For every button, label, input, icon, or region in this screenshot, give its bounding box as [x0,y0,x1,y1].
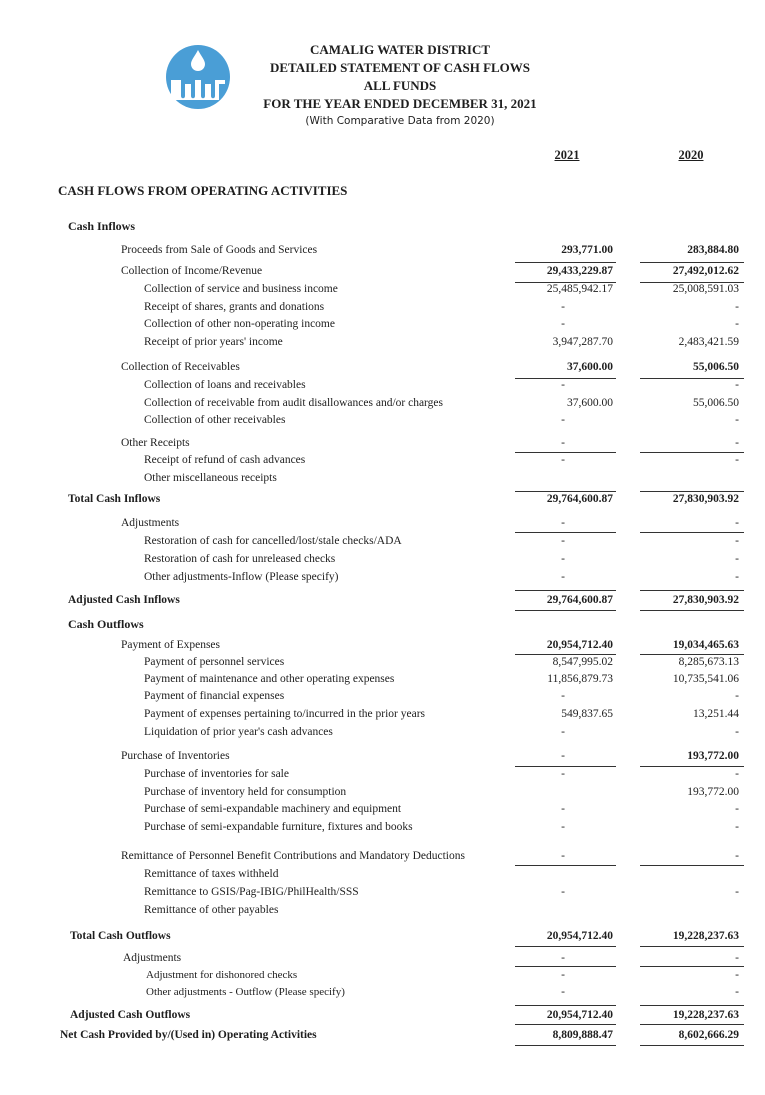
value-2021: 293,771.00 [561,244,613,256]
value-2021: 8,809,888.47 [552,1029,613,1041]
org-name: CAMALIG WATER DISTRICT [309,42,491,57]
value-2021: 549,837.65 [561,708,613,720]
table-row [0,803,765,821]
value-2021: - [561,454,565,466]
row-label: Collection of other receivables [144,414,286,426]
table-row [0,986,765,1004]
row-label: Collection of receivable from audit disallowances and/or charges [144,397,443,409]
period-label: FOR THE YEAR ENDED DECEMBER 31, 2021 [263,96,537,111]
funds-label: ALL FUNDS [363,78,437,93]
value-2020: 19,228,237.63 [672,1009,739,1021]
underline [640,865,744,866]
overline [640,590,744,591]
table-row [0,708,765,726]
table-row [0,535,765,553]
row-label: Purchase of inventories for sale [144,768,289,780]
row-label: Adjustments [123,952,182,964]
table-row [0,690,765,708]
value-2021: - [561,969,565,981]
table-row [0,553,765,571]
table-row [0,726,765,744]
row-label: Adjustment for dishonored checks [146,969,298,981]
table-row [0,821,765,839]
double-underline [515,1045,616,1046]
table-row [0,904,765,922]
subsection-cash-outflows: Cash Outflows [68,617,144,631]
row-label: Purchase of semi-expandable machinery and equipment [144,803,402,815]
row-label: Remittance of Personnel Benefit Contributions and Mandatory Deductions [121,850,465,862]
value-2021: - [561,535,565,547]
value-2021: - [561,379,565,391]
value-2020: - [735,535,739,547]
underline [515,654,616,655]
table-row [0,283,765,301]
value-2021: 25,485,942.17 [546,283,613,295]
value-2021: - [561,414,565,426]
value-2020: 27,492,012.62 [672,265,739,277]
value-2020: 55,006.50 [693,361,739,373]
overline [515,590,616,591]
value-2021: - [561,553,565,565]
value-2021: - [561,952,565,964]
row-label: Collection of service and business income [144,283,338,295]
underline [515,452,616,453]
table-row [0,868,765,886]
row-label: Restoration of cash for cancelled/lost/stale checks/ADA [144,535,402,547]
value-2020: 10,735,541.06 [672,673,739,685]
value-2020: - [735,690,739,702]
overline [515,1005,616,1006]
underline [515,1024,616,1025]
value-2020: - [735,437,739,449]
row-label: Proceeds from Sale of Goods and Services [121,244,318,256]
row-label: Restoration of cash for unreleased checks [144,553,336,565]
row-label: Payment of personnel services [144,656,285,668]
underline [640,452,744,453]
row-label: Adjusted Cash Inflows [68,594,180,606]
table-row [0,673,765,691]
value-2021: - [561,768,565,780]
value-2020: - [735,986,739,998]
value-2021: - [561,571,565,583]
value-2021: - [561,886,565,898]
value-2021: 11,856,879.73 [547,673,613,685]
table-row [0,265,765,283]
underline [640,262,744,263]
row-label: Remittance of other payables [144,904,279,916]
double-underline [640,1045,744,1046]
table-row [0,656,765,674]
value-2020: - [735,414,739,426]
table-row [0,336,765,354]
value-2020: 19,228,237.63 [672,930,739,942]
row-label: Collection of other non-operating income [144,318,335,330]
row-label: Other adjustments - Outflow (Please specify) [146,986,345,998]
underline [640,532,744,533]
underline [515,946,616,947]
underline [515,865,616,866]
underline [515,766,616,767]
value-2020: - [735,454,739,466]
table-row [0,361,765,379]
underline [515,610,616,611]
row-label: Adjusted Cash Outflows [70,1009,191,1021]
value-2020: - [735,517,739,529]
value-2020: - [735,726,739,738]
row-label: Receipt of prior years' income [144,336,283,348]
value-2020: - [735,850,739,862]
value-2021: - [561,750,565,762]
row-label: Adjustments [121,517,180,529]
table-row [0,414,765,432]
value-2020: - [735,821,739,833]
value-2020: 27,830,903.92 [672,594,739,606]
row-label: Total Cash Inflows [68,493,161,505]
subsection-cash-inflows: Cash Inflows [68,219,136,233]
value-2021: 37,600.00 [567,361,613,373]
row-label: Purchase of semi-expandable furniture, fixtures and books [144,821,413,833]
overline [515,491,616,492]
value-2020: 8,602,666.29 [678,1029,739,1041]
value-2020: - [735,952,739,964]
value-2021: 29,764,600.87 [546,493,613,505]
report-title: DETAILED STATEMENT OF CASH FLOWS [269,60,531,75]
row-label: Receipt of shares, grants and donations [144,301,325,313]
value-2021: - [561,301,565,313]
row-label: Other miscellaneous receipts [144,472,277,484]
value-2021: - [561,850,565,862]
row-label: Payment of financial expenses [144,690,285,702]
value-2020: 13,251.44 [693,708,739,720]
row-label: Collection of Receivables [121,361,240,373]
underline [640,610,744,611]
value-2020: - [735,301,739,313]
value-2021: 20,954,712.40 [546,930,613,942]
value-2020: 27,830,903.92 [672,493,739,505]
value-2020: - [735,379,739,391]
row-label: Liquidation of prior year's cash advances [144,726,333,738]
value-2021: - [561,517,565,529]
row-label: Receipt of refund of cash advances [144,454,306,466]
underline [515,966,616,967]
underline [515,262,616,263]
value-2020: 25,008,591.03 [672,283,739,295]
table-row [0,472,765,490]
value-2021: 29,433,229.87 [546,265,613,277]
table-row [0,786,765,804]
row-label: Collection of loans and receivables [144,379,306,391]
value-2021: - [561,318,565,330]
row-label: Other adjustments-Inflow (Please specify) [144,571,339,583]
table-row [0,244,765,262]
table-row [0,397,765,415]
table-row [0,454,765,472]
value-2021: - [561,437,565,449]
overline [640,1005,744,1006]
value-2021: 3,947,287.70 [552,336,613,348]
value-2020: - [735,571,739,583]
value-2020: 19,034,465.63 [672,639,739,651]
value-2021: - [561,803,565,815]
value-2020: 55,006.50 [693,397,739,409]
column-2021: 2021 [554,148,580,162]
table-row [0,318,765,336]
value-2020: - [735,553,739,565]
table-row [0,768,765,786]
value-2020: 2,483,421.59 [678,336,739,348]
underline [515,532,616,533]
row-label: Payment of maintenance and other operating expenses [144,673,395,685]
value-2020: - [735,969,739,981]
row-label: Payment of Expenses [121,639,221,651]
table-row [0,952,765,970]
overline [640,491,744,492]
value-2020: 193,772.00 [687,750,739,762]
column-2020: 2020 [678,148,704,162]
row-label: Purchase of inventory held for consumption [144,786,347,798]
value-2020: 193,772.00 [687,786,739,798]
underline [640,966,744,967]
row-label: Remittance of taxes withheld [144,868,279,880]
value-2021: 29,764,600.87 [546,594,613,606]
table-row [0,886,765,904]
table-row [0,379,765,397]
value-2021: - [561,821,565,833]
row-label: Other Receipts [121,437,190,449]
value-2021: - [561,726,565,738]
comparative-note: (With Comparative Data from 2020) [305,115,495,127]
underline [640,946,744,947]
row-label: Purchase of Inventories [121,750,230,762]
value-2020: - [735,886,739,898]
value-2020: 8,285,673.13 [678,656,739,668]
row-label: Collection of Income/Revenue [121,265,263,277]
row-label: Total Cash Outflows [70,930,171,942]
row-label: Payment of expenses pertaining to/incurred in the prior years [144,708,426,720]
value-2020: 283,884.80 [687,244,739,256]
underline [640,654,744,655]
row-label: Remittance to GSIS/Pag-IBIG/PhilHealth/SSS [144,886,359,898]
row-label: Net Cash Provided by/(Used in) Operating Activities [60,1029,317,1041]
value-2021: 8,547,995.02 [552,656,613,668]
value-2021: - [561,986,565,998]
table-row [0,493,765,511]
underline [640,1024,744,1025]
value-2021: 37,600.00 [567,397,613,409]
table-row [0,571,765,589]
value-2020: - [735,768,739,780]
table-row [0,301,765,319]
value-2020: - [735,318,739,330]
value-2021: 20,954,712.40 [546,639,613,651]
section-operating-activities: CASH FLOWS FROM OPERATING ACTIVITIES [58,183,348,198]
value-2021: 20,954,712.40 [546,1009,613,1021]
value-2021: - [561,690,565,702]
underline [640,766,744,767]
value-2020: - [735,803,739,815]
table-row [0,969,765,987]
